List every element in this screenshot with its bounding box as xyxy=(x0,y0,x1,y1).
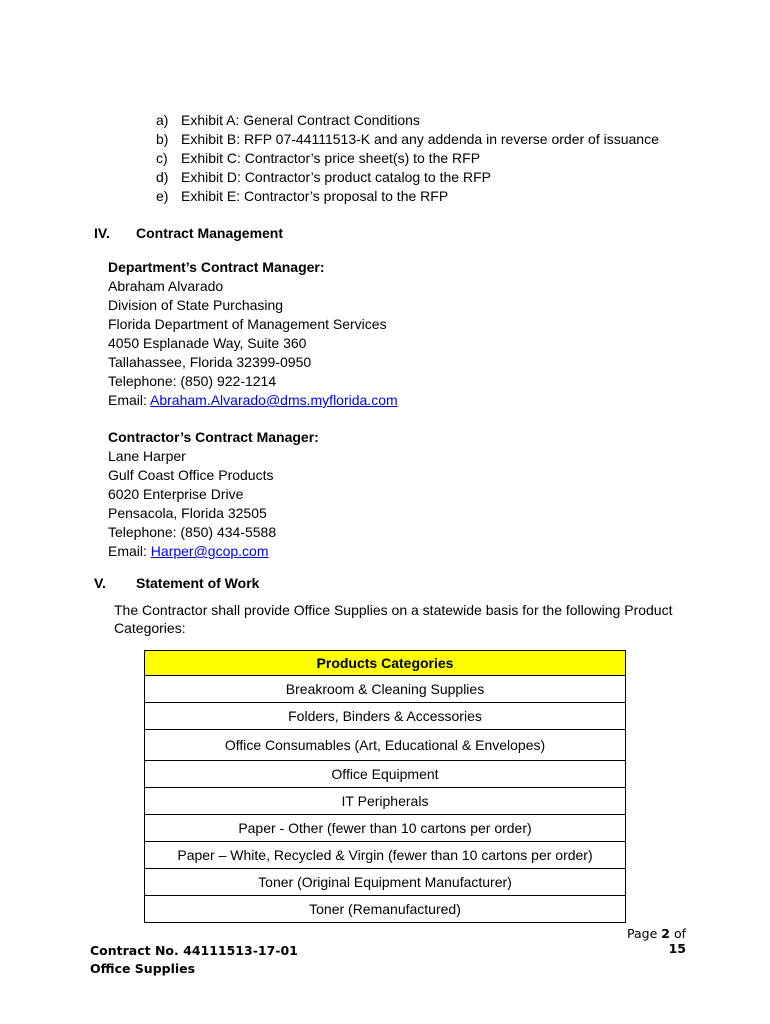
department-manager-division: Division of State Purchasing xyxy=(108,297,284,313)
table-row xyxy=(145,730,626,761)
list-item xyxy=(156,149,659,168)
contractor-manager-email-line xyxy=(108,542,319,561)
list-marker: e) xyxy=(156,188,169,204)
table-row xyxy=(145,703,626,730)
section-title: Contract Management xyxy=(136,225,284,241)
list-item-text: Exhibit A: General Contract Conditions xyxy=(181,112,420,128)
email-label: Email: xyxy=(108,392,151,408)
table-cell: Folders, Binders & Accessories xyxy=(145,703,626,730)
table-row xyxy=(145,869,626,896)
contractor-manager-telephone: Telephone: (850) 434-5588 xyxy=(108,524,277,540)
department-manager-department: Florida Department of Management Services xyxy=(108,316,387,332)
footer-contract-info xyxy=(90,942,298,978)
page-of: of xyxy=(669,926,686,941)
table-cell: Office Equipment xyxy=(145,761,626,788)
list-item xyxy=(156,168,659,187)
department-manager-name: Abraham Alvarado xyxy=(108,278,224,294)
contractor-manager-name: Lane Harper xyxy=(108,448,186,464)
table-row xyxy=(145,788,626,815)
table-row xyxy=(145,896,626,923)
table-header-row xyxy=(145,651,626,676)
list-item xyxy=(156,130,659,149)
department-manager-address2: Tallahassee, Florida 32399-0950 xyxy=(108,354,312,370)
table-cell: Paper - Other (fewer than 10 cartons per order) xyxy=(145,815,626,842)
table-header-cell: Products Categories xyxy=(145,651,626,676)
list-item-text: Exhibit B: RFP 07-44111513-K and any addenda in reverse order of issuance xyxy=(181,131,659,147)
exhibit-list xyxy=(156,111,659,206)
table-cell: Breakroom & Cleaning Supplies xyxy=(145,676,626,703)
product-categories-table xyxy=(144,650,626,923)
page-word: Page xyxy=(627,926,662,941)
page-current: 2 xyxy=(661,926,670,941)
statement-paragraph: The Contractor shall provide Office Supplies on a statewide basis for the following Product Categories: xyxy=(114,602,673,636)
table-row xyxy=(145,815,626,842)
department-manager-address1: 4050 Esplanade Way, Suite 360 xyxy=(108,335,307,351)
contract-number: Contract No. 44111513-17-01 xyxy=(90,943,298,958)
page-number xyxy=(606,926,686,956)
department-manager-email-link[interactable]: Abraham.Alvarado@dms.myflorida.com xyxy=(150,392,398,408)
contractor-contract-manager xyxy=(108,428,319,561)
department-manager-email-line xyxy=(108,391,398,410)
email-label: Email: xyxy=(108,543,151,559)
page-total: 15 xyxy=(668,941,686,956)
contractor-manager-address2: Pensacola, Florida 32505 xyxy=(108,505,267,521)
table-cell: IT Peripherals xyxy=(145,788,626,815)
department-manager-telephone: Telephone: (850) 922-1214 xyxy=(108,373,277,389)
list-item xyxy=(156,111,659,130)
table-cell: Paper – White, Recycled & Virgin (fewer than 10 cartons per order) xyxy=(145,842,626,869)
contractor-manager-email-link[interactable]: Harper@gcop.com xyxy=(150,543,269,559)
table-row xyxy=(145,842,626,869)
list-marker: c) xyxy=(156,150,168,166)
list-item xyxy=(156,187,659,206)
section-heading-contract-management xyxy=(94,223,494,243)
department-contract-manager xyxy=(108,258,398,410)
list-marker: b) xyxy=(156,131,169,147)
table-cell: Toner (Original Equipment Manufacturer) xyxy=(145,869,626,896)
contract-title: Office Supplies xyxy=(90,961,196,976)
department-manager-heading: Department’s Contract Manager: xyxy=(108,259,325,275)
table-cell: Office Consumables (Art, Educational & Envelopes) xyxy=(145,730,626,761)
contractor-manager-company: Gulf Coast Office Products xyxy=(108,467,274,483)
contractor-manager-heading: Contractor’s Contract Manager: xyxy=(108,429,319,445)
list-item-text: Exhibit C: Contractor’s price sheet(s) to the RFP xyxy=(181,150,481,166)
list-marker: a) xyxy=(156,112,169,128)
section-title: Statement of Work xyxy=(136,575,260,591)
table-row xyxy=(145,676,626,703)
table-row xyxy=(145,761,626,788)
list-item-text: Exhibit E: Contractor’s proposal to the RFP xyxy=(181,188,449,204)
section-number: IV. xyxy=(94,225,110,241)
section-number: V. xyxy=(94,575,106,591)
contractor-manager-address1: 6020 Enterprise Drive xyxy=(108,486,244,502)
list-marker: d) xyxy=(156,169,169,185)
section-heading-statement-of-work xyxy=(94,573,494,593)
table-cell: Toner (Remanufactured) xyxy=(145,896,626,923)
list-item-text: Exhibit D: Contractor’s product catalog to the RFP xyxy=(181,169,491,185)
